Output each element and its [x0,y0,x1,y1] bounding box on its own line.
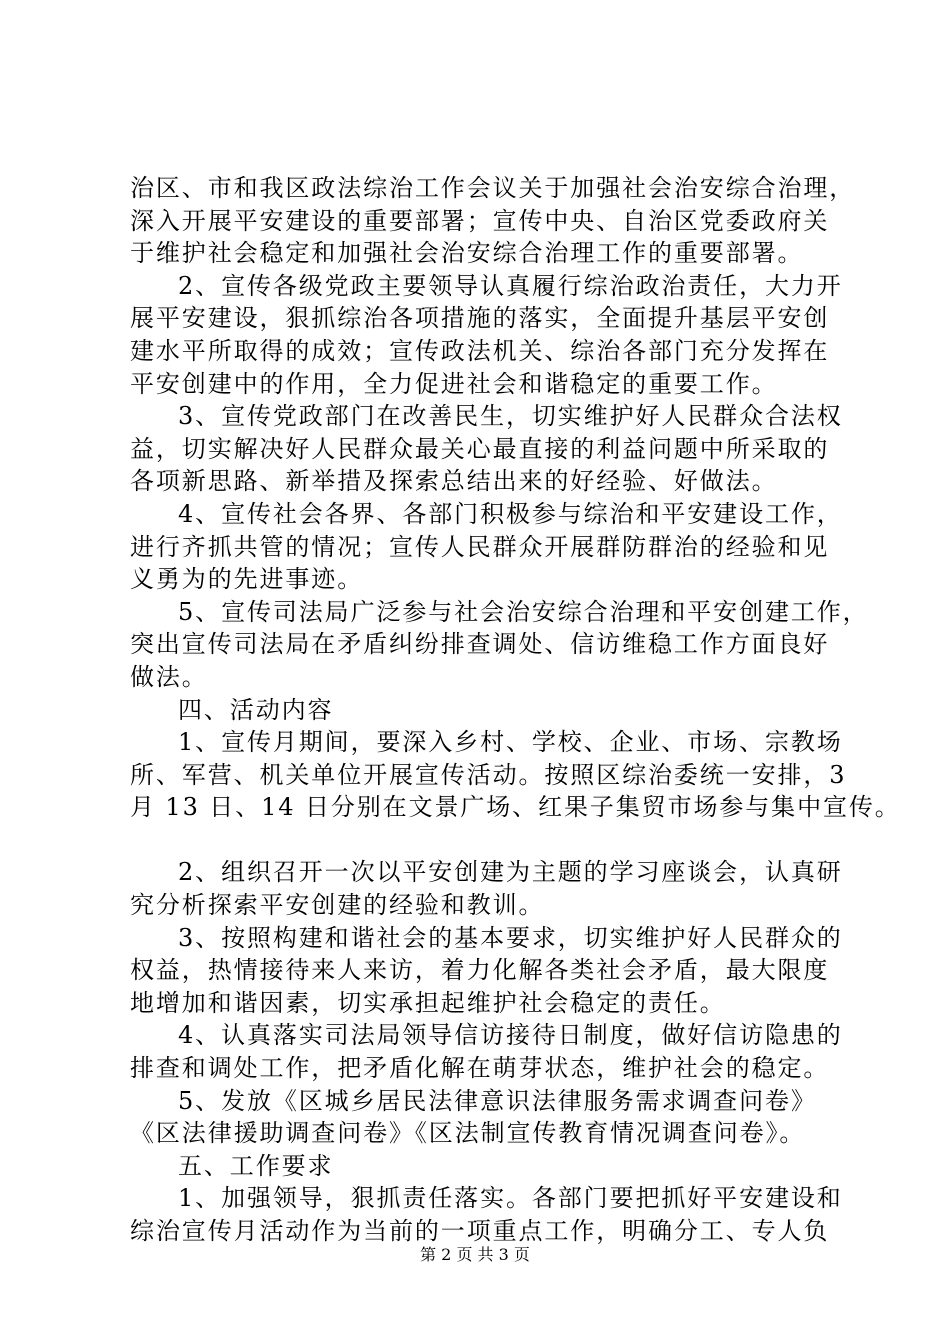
text-line: 3、按照构建和谐社会的基本要求，切实维护好人民群众的 [178,923,843,952]
text-line: 4、宣传社会各界、各部门积极参与综治和平安建设工作， [178,499,843,528]
text-line: 所、军营、机关单位开展宣传活动。按照区综治委统一安排，3 [130,760,847,789]
section-heading: 五、工作要求 [178,1151,334,1180]
text-line: 平安创建中的作用，全力促进社会和谐稳定的重要工作。 [130,369,778,398]
text-line: 进行齐抓共管的情况；宣传人民群众开展群防群治的经验和见 [130,532,830,561]
text-line: 《区法律援助调查问卷》《区法制宣传教育情况调查问卷》。 [130,1119,806,1148]
text-line: 月 13 日、14 日分别在文景广场、红果子集贸市场参与集中宣传。 [130,793,901,822]
text-line: 排查和调处工作，把矛盾化解在萌芽状态，维护社会的稳定。 [130,1054,830,1083]
document-body [130,172,901,1248]
text-line: 5、发放《区城乡居民法律意识法律服务需求调查问卷》 [178,1086,817,1115]
page-footer: 第 2 页 共 3 页 [420,1245,530,1264]
text-line: 究分析探索平安创建的经验和教训。 [130,891,545,920]
text-line: 治区、市和我区政法综治工作会议关于加强社会治安综合治理， [130,174,856,202]
text-line: 各项新思路、新举措及探索总结出来的好经验、好做法。 [130,467,778,496]
text-line: 突出宣传司法局在矛盾纠纷排查调处、信访维稳工作方面良好 [130,630,830,659]
text-line: 权益，热情接待来人来访，着力化解各类社会矛盾，最大限度 [130,956,830,985]
text-line: 1、宣传月期间，要深入乡村、学校、企业、市场、宗教场 [178,728,843,757]
text-line: 建水平所取得的成效；宣传政法机关、综治各部门充分发挥在 [130,336,830,365]
text-line: 展平安建设，狠抓综治各项措施的落实，全面提升基层平安创 [130,304,830,333]
text-line: 综治宣传月活动作为当前的一项重点工作，明确分工、专人负 [130,1217,830,1245]
text-line: 5、宣传司法局广泛参与社会治安综合治理和平安创建工作， [178,597,869,626]
text-line: 做法。 [130,662,208,691]
text-line: 义勇为的先进事迹。 [130,565,364,594]
text-line: 于维护社会稳定和加强社会治安综合治理工作的重要部署。 [130,239,804,268]
text-line: 2、组织召开一次以平安创建为主题的学习座谈会，认真研 [178,858,843,887]
text-line: 2、宣传各级党政主要领导认真履行综治政治责任，大力开 [178,271,843,300]
section-heading: 四、活动内容 [178,695,334,724]
text-line: 深入开展平安建设的重要部署；宣传中央、自治区党委政府关 [130,206,830,235]
text-line: 1、加强领导，狠抓责任落实。各部门要把抓好平安建设和 [178,1184,843,1213]
text-line: 益，切实解决好人民群众最关心最直接的利益问题中所采取的 [130,434,830,463]
blank-line [130,824,842,857]
text-line: 4、认真落实司法局领导信访接待日制度，做好信访隐患的 [178,1021,843,1050]
text-line: 3、宣传党政部门在改善民生，切实维护好人民群众合法权 [178,402,843,431]
text-line: 地增加和谐因素，切实承担起维护社会稳定的责任。 [130,988,726,1017]
